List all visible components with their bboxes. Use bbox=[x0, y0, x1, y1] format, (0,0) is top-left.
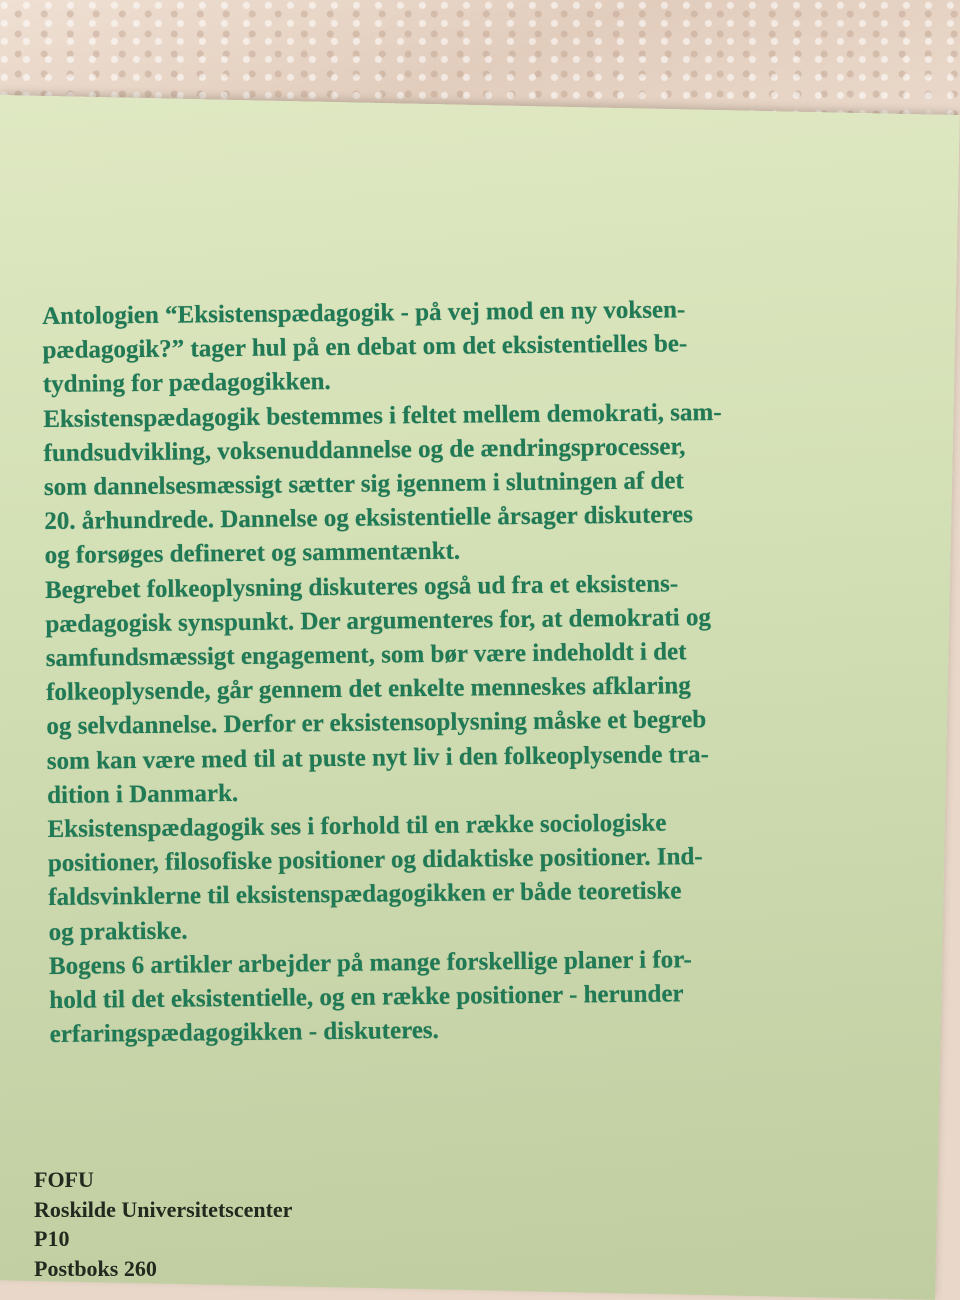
blurb-line: og forsøges defineret og sammentænkt. bbox=[44, 538, 461, 570]
blurb-line: 20. århundrede. Dannelse og eksistentielle årsager diskuteres bbox=[44, 501, 694, 536]
blurb-line: hold til det eksistentielle, og en række positioner - herunder bbox=[49, 980, 684, 1015]
blurb-line: Bogens 6 artikler arbejder på mange forskellige planer i for- bbox=[48, 946, 692, 980]
blurb-line: tydning for pædagogikken. bbox=[42, 368, 331, 399]
blurb-line: og praktiske. bbox=[48, 917, 188, 946]
blurb-line: Eksistenspædagogik bestemmes i feltet mellem demokrati, sam- bbox=[43, 398, 722, 433]
blurb-line: samfundsmæssigt engagement, som bør være indeholdt i det bbox=[45, 638, 687, 673]
blurb-line: positioner, filosofiske positioner og didaktiske positioner. Ind- bbox=[47, 843, 703, 878]
blurb-text bbox=[42, 291, 942, 1053]
blurb-line: fundsudvikling, voksenuddannelse og de ændringsprocesser, bbox=[43, 433, 686, 467]
publisher-institution: Roskilde Universitetscenter bbox=[34, 1196, 293, 1222]
publisher-address bbox=[34, 1165, 434, 1283]
blurb-line: pædagogik?” tager hul på en debat om det eksistentielles be- bbox=[42, 330, 688, 365]
blurb-line: dition i Danmark. bbox=[47, 779, 239, 809]
blurb-line: faldsvinklerne til eksistenspædagogikken er både teoretiske bbox=[48, 877, 682, 912]
publisher-building: P10 bbox=[34, 1226, 70, 1251]
blurb-line: som dannelsesmæssigt sætter sig igennem i slutningen af det bbox=[43, 467, 684, 502]
publisher-pobox: Postboks 260 bbox=[34, 1255, 157, 1281]
blurb-line: og selvdannelse. Derfor er eksistensoplysning måske et begreb bbox=[46, 706, 707, 741]
blurb-line: Eksistenspædagogik ses i forhold til en række sociologiske bbox=[47, 809, 667, 844]
publisher-name: FOFU bbox=[34, 1167, 94, 1192]
blurb-line: Begrebet folkeoplysning diskuteres også ud fra et eksistens- bbox=[44, 569, 679, 604]
blurb-line: erfaringspædagogikken - diskuteres. bbox=[49, 1017, 439, 1049]
blurb-line: som kan være med til at puste nyt liv i den folkeoplysende tra- bbox=[46, 740, 709, 775]
blurb-line: folkeoplysende, går gennem det enkelte menneskes afklaring bbox=[45, 672, 691, 707]
blurb-line: Antologien “Eksistenspædagogik - på vej mod en ny voksen- bbox=[42, 296, 686, 330]
blurb-line: pædagogisk synspunkt. Der argumenteres for, at demokrati og bbox=[45, 603, 712, 638]
